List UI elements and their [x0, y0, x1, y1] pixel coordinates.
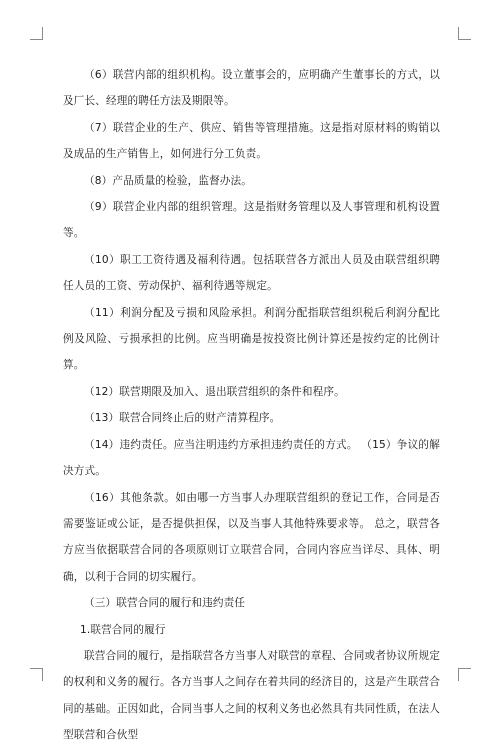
page-corner-mark-top-right: [458, 27, 471, 40]
clause-13: （13）联营合同终止后的财产清算程序。: [84, 412, 281, 425]
clause-12: （12）联营期限及加入、退出联营组织的条件和程序。: [84, 385, 345, 398]
page-corner-mark-bottom-right: [458, 668, 471, 681]
document-body: [63, 62, 440, 749]
clause-11: （11）利润分配及亏损和风险承担。利润分配指联营组织税后利润分配比例及风险、亏损承担的比例。应当明确是按投资比例计算还是按约定的比例计算。: [63, 306, 440, 372]
clause-9: （9）联营企业内部的组织管理。这是指财务管理以及人事管理和机构设置等。: [63, 201, 440, 240]
clause-14-15: （14）违约责任。应当注明违约方承担违约责任的方式。 （15）争议的解决方式。: [63, 438, 440, 478]
page-corner-mark-bottom-left: [30, 668, 43, 681]
page-corner-mark-top-left: [30, 27, 43, 40]
section-heading: （三）联营合同的履行和违约责任: [84, 597, 246, 610]
subsection-heading: 1.联营合同的履行: [80, 623, 166, 636]
clause-7: （7）联营企业的生产、供应、销售等管理措施。这是指对原材料的购销以及成品的生产销售上，如何进行分工负责。: [63, 121, 440, 161]
clause-8: （8）产品质量的检验，监督办法。: [84, 174, 253, 187]
clause-10: （10）职工工资待遇及福利待遇。包括联营各方派出人员及由联营组织聘任人员的工资、劳动保护、福利待遇等规定。: [63, 253, 440, 293]
clause-16: （16）其他条款。如由哪一方当事人办理联营组织的登记工作，合同是否需要鉴证或公证，是否提供担保，以及当事人其他特殊要求等。 总之，联营各方应当依据联营合同的各项原则订立联营合同，合同内容应当详尽、具体、明确，以利于合同的切实履行。: [63, 491, 440, 583]
body-paragraph: 联营合同的履行，是指联营各方当事人对联营的章程、合同或者协议所规定的权利和义务的履行。各方当事人之间存在着共同的经济目的，这是产生联营合同的基础。正因如此，合同当事人之间的权利义务也必然具有共同性质，在法人型联营和合伙型: [63, 649, 440, 742]
clause-6: （6）联营内部的组织机构。设立董事会的，应明确产生董事长的方式，以及厂长、经理的聘任方法及期限等。: [63, 69, 440, 108]
